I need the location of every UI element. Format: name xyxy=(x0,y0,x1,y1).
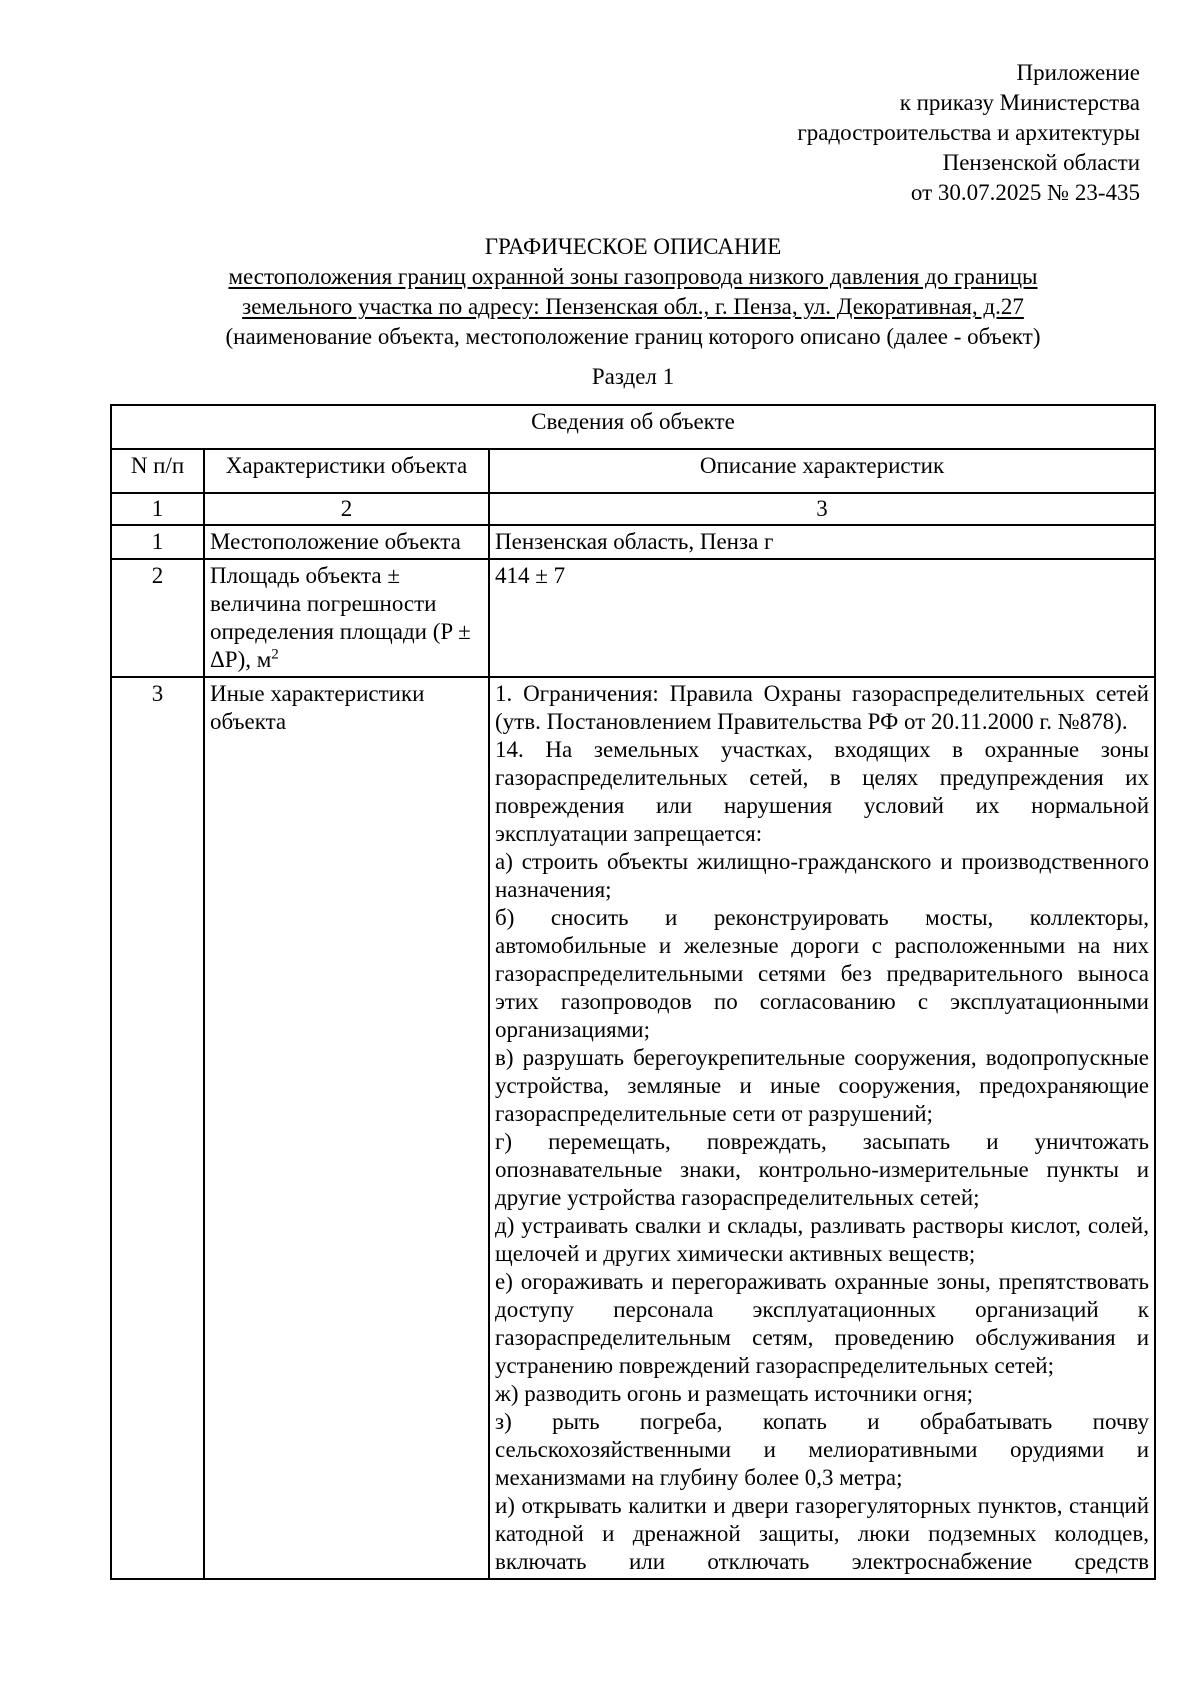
column-number: 3 xyxy=(489,493,1155,525)
row-characteristic: Местоположение объекта xyxy=(204,525,489,559)
table-row xyxy=(111,525,1155,559)
column-number: 1 xyxy=(111,493,204,525)
row-description xyxy=(489,677,1155,1579)
table-caption: Сведения об объекте xyxy=(111,405,1155,449)
appendix-block xyxy=(797,58,1140,208)
description-paragraph: г) перемещать, повреждать, засыпать и уничтожать опознавательные знаки, контрольно-измерительные пункты и другие устройства газораспределительных сетей; xyxy=(495,1129,1149,1210)
object-name-caption: (наименование объекта, местоположение границ которого описано (далее - объект) xyxy=(225,324,1041,349)
description-paragraph: ж) разводить огонь и размещать источники огня; xyxy=(495,1381,974,1406)
row-number: 1 xyxy=(111,525,204,559)
appendix-line: Приложение xyxy=(1016,60,1140,85)
row-characteristic xyxy=(204,559,489,677)
description-paragraph: и) открывать калитки и двери газорегуляторных пунктов, станций катодной и дренажной защиты, люки подземных колодцев, включать или отключать электроснабжение средств xyxy=(495,1493,1149,1574)
appendix-line: к приказу Министерства xyxy=(899,90,1140,115)
appendix-order-date: от 30.07.2025 № 23-435 xyxy=(910,180,1140,205)
row-characteristic: Иные характеристики объекта xyxy=(204,677,489,1579)
column-header: N п/п xyxy=(111,449,204,493)
object-name-line: местоположения границ охранной зоны газопровода низкого давления до границы xyxy=(228,264,1038,289)
appendix-line: градостроительства и архитектуры xyxy=(797,120,1140,145)
description-paragraph: 14. На земельных участках, входящих в охранные зоны газораспределительных сетей, в целях предупреждения их повреждения или нарушения условий их нормальной эксплуатации запрещается: xyxy=(495,737,1149,846)
object-name-line: земельного участка по адресу: Пензенская обл., г. Пенза, ул. Декоративная, д.27 xyxy=(242,294,1024,319)
column-number: 2 xyxy=(204,493,489,525)
row-number: 3 xyxy=(111,677,204,1579)
description-paragraph: 1. Ограничения: Правила Охраны газораспределительных сетей (утв. Постановлением Правительства РФ от 20.11.2000 г. №878). xyxy=(495,681,1149,734)
description-paragraph: д) устраивать свалки и склады, разливать растворы кислот, солей, щелочей и других химически активных веществ; xyxy=(495,1213,1149,1266)
column-header: Описание характеристик xyxy=(489,449,1155,493)
section-title: Раздел 1 xyxy=(591,364,675,389)
column-header: Характеристики объекта xyxy=(204,449,489,493)
description-paragraph: а) строить объекты жилищно-гражданского и производственного назначения; xyxy=(495,849,1149,902)
description-paragraph: е) огораживать и перегораживать охранные зоны, препятствовать доступу персонала эксплуатационных организаций к газораспределительным сетям, проведению обслуживания и устранению повреждений газораспределительных сетей; xyxy=(495,1269,1149,1378)
table-row xyxy=(111,559,1155,677)
description-paragraph: б) сносить и реконструировать мосты, коллекторы, автомобильные и железные дороги с расположенными на них газораспределительными сетями без предварительного выноса этих газопроводов по согласованию с эксплуатационными организациями; xyxy=(495,905,1149,1042)
description-paragraph: в) разрушать берегоукрепительные сооружения, водопропускные устройства, земляные и иные сооружения, предохраняющие газораспределительные сети от разрушений; xyxy=(495,1045,1149,1126)
object-info-table xyxy=(110,404,1156,1580)
row-description: Пензенская область, Пенза г xyxy=(489,525,1155,559)
row-number: 2 xyxy=(111,559,204,677)
document-title: ГРАФИЧЕСКОЕ ОПИСАНИЕ xyxy=(484,234,782,259)
description-paragraph: з) рыть погреба, копать и обрабатывать почву сельскохозяйственными и мелиоративными орудиями и механизмами на глубину более 0,3 метра; xyxy=(495,1409,1149,1490)
document-heading xyxy=(110,232,1156,352)
appendix-line: Пензенской области xyxy=(942,150,1140,175)
area-label: Площадь объекта ± величина погрешности определения площади (P ± ΔP), м xyxy=(210,563,471,672)
area-unit-exponent: 2 xyxy=(271,646,279,663)
table-row xyxy=(111,677,1155,1579)
row-description: 414 ± 7 xyxy=(489,559,1155,677)
